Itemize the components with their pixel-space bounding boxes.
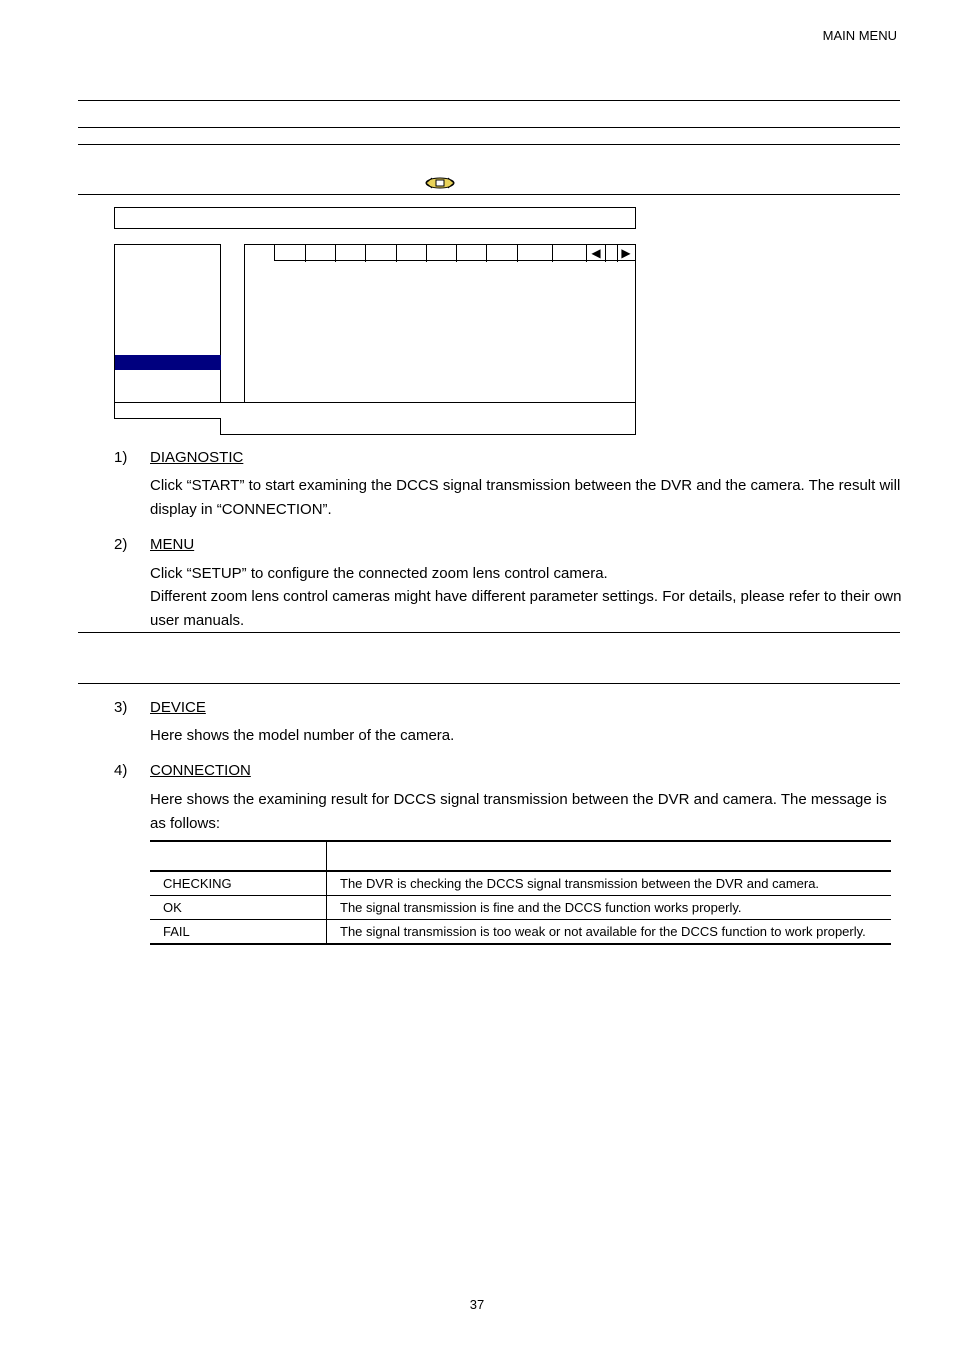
channel-tab[interactable]: [306, 245, 336, 262]
channel-tab[interactable]: [518, 245, 553, 262]
channel-tab[interactable]: [457, 245, 487, 262]
divider: [78, 144, 900, 145]
description-cell: The DVR is checking the DCCS signal transmission between the DVR and camera.: [327, 871, 892, 896]
menu-list-panel[interactable]: [114, 244, 221, 403]
divider: [78, 194, 900, 195]
item-description: Different zoom lens control cameras might have different parameter settings. For details, please refer to their own user manuals.: [150, 588, 902, 629]
divider: [78, 127, 900, 128]
menu-item-selected[interactable]: [115, 355, 221, 370]
channel-tab-strip[interactable]: [274, 244, 636, 261]
table-row: [150, 871, 891, 896]
item-title-connection: CONNECTION: [150, 762, 251, 779]
divider: [78, 100, 900, 101]
item-number: 3): [114, 699, 128, 716]
table-header-row: [150, 841, 891, 871]
item-description: Click “SETUP” to configure the connected zoom lens control camera.: [150, 565, 608, 582]
item-title-diagnostic: DIAGNOSTIC: [150, 449, 244, 466]
item-number: 1): [114, 449, 128, 466]
channel-tab[interactable]: [366, 245, 397, 262]
divider: [78, 632, 900, 633]
prev-arrow-button[interactable]: ◀: [591, 246, 601, 260]
channel-tab[interactable]: [336, 245, 366, 262]
page-header: MAIN MENU: [822, 28, 897, 43]
item-title-device: DEVICE: [150, 699, 206, 716]
channel-tab[interactable]: [397, 245, 427, 262]
divider: [78, 683, 900, 684]
next-arrow-button[interactable]: ▶: [621, 246, 631, 260]
tab-separator: [587, 245, 606, 262]
channel-tab[interactable]: [553, 245, 587, 262]
channel-tab[interactable]: [487, 245, 518, 262]
screen-title-bar: [114, 228, 636, 245]
dccs-eye-icon: [424, 177, 456, 189]
description-cell: The signal transmission is fine and the DCCS function works properly.: [327, 896, 892, 920]
content-panel: [244, 244, 636, 403]
description-cell: The signal transmission is too weak or not available for the DCCS function to work properly.: [327, 920, 892, 945]
channel-tab[interactable]: [275, 245, 306, 262]
status-cell: FAIL: [150, 920, 327, 945]
item-description: Click “START” to start examining the DCCS signal transmission between the DVR and the camera. The result will display in “CONNECTION”.: [150, 477, 901, 518]
dccs-screen-mockup: [114, 207, 636, 435]
status-cell: CHECKING: [150, 871, 327, 896]
page-number: 37: [469, 1297, 485, 1312]
table-header-cell: [327, 841, 892, 871]
item-title-menu: MENU: [150, 536, 195, 553]
item-number: 2): [114, 536, 128, 553]
connection-message-table: [150, 840, 891, 945]
item-number: 4): [114, 762, 128, 779]
table-header-cell: [150, 841, 327, 871]
table-row: [150, 896, 891, 920]
item-description: Here shows the model number of the camera.: [150, 727, 455, 744]
status-cell: OK: [150, 896, 327, 920]
table-row: [150, 920, 891, 945]
item-description: Here shows the examining result for DCCS signal transmission between the DVR and camera. The message is as follows:: [150, 791, 887, 832]
channel-tab[interactable]: [427, 245, 457, 262]
status-box: [114, 418, 221, 435]
